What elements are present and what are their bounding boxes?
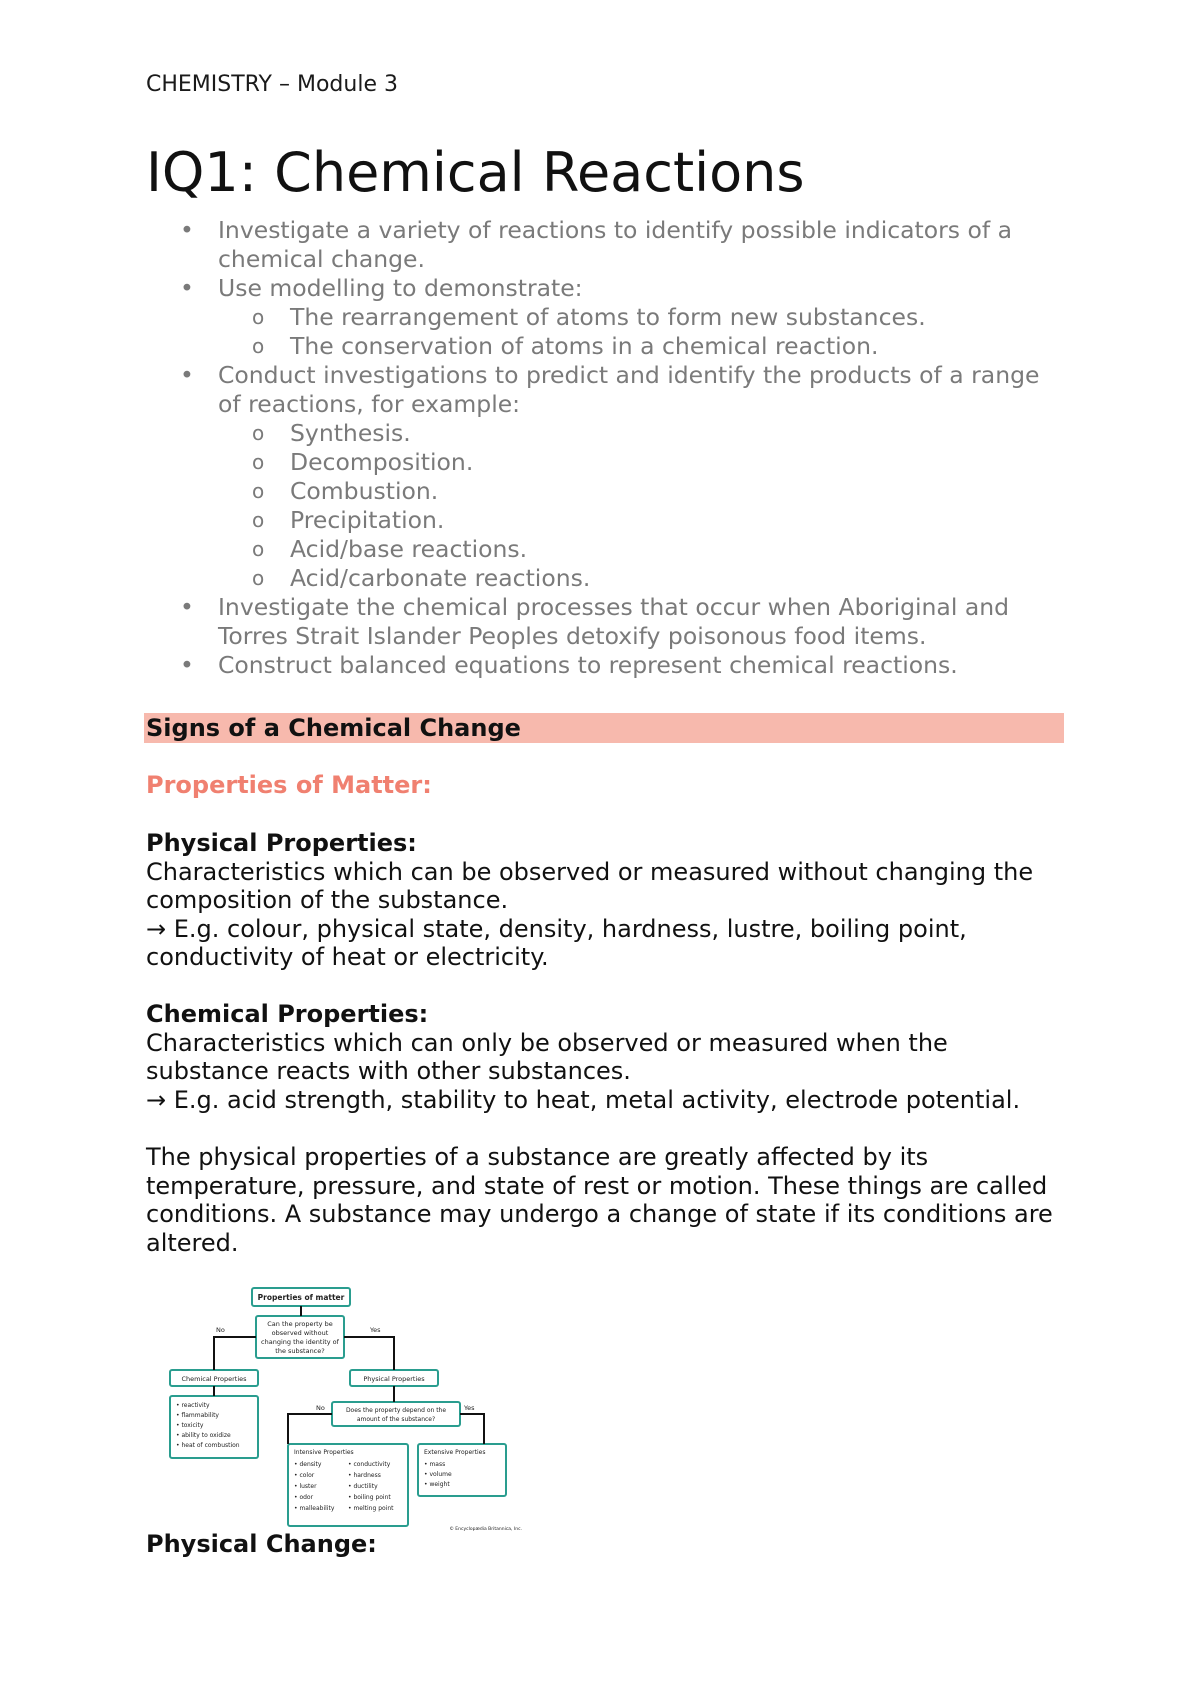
sub-bullet-icon: o xyxy=(252,566,265,590)
outcome-text: Investigate the chemical processes that occur when Aboriginal and Torres Strait Islander Peoples detoxify poisonous food items. xyxy=(218,593,1010,650)
outcome-subitem-text: Synthesis. xyxy=(290,419,411,447)
outcome-subitem xyxy=(218,564,1066,593)
outcome-subitem-text: Precipitation. xyxy=(290,506,445,534)
diagram-yes2-label: Yes xyxy=(464,1404,475,1412)
properties-of-matter-diagram xyxy=(164,1286,528,1532)
page-header: CHEMISTRY – Module 3 xyxy=(146,72,398,97)
outcome-subitem-text: Acid/base reactions. xyxy=(290,535,528,563)
outcome-subitem xyxy=(218,332,1066,361)
outcome-subitem-text: Acid/carbonate reactions. xyxy=(290,564,591,592)
diagram-chem-item: • toxicity xyxy=(176,1422,204,1429)
diagram-credit: © Encyclopædia Britannica, Inc. xyxy=(449,1527,522,1532)
chemical-properties-block xyxy=(146,1000,1076,1114)
outcome-subitem xyxy=(218,448,1066,477)
diagram-intensive-item: • malleability xyxy=(294,1505,335,1512)
physical-change-heading: Physical Change: xyxy=(146,1530,377,1558)
physical-properties-example: → E.g. colour, physical state, density, hardness, lustre, boiling point, conductivity of heat or electricity. xyxy=(146,914,967,971)
diagram-no2-label: No xyxy=(316,1404,325,1412)
outcome-subitem xyxy=(218,303,1066,332)
diagram-question1-line: Can the property be xyxy=(267,1320,333,1328)
diagram-intensive-item: • boiling point xyxy=(348,1494,391,1501)
diagram-intensive-item: • ductility xyxy=(348,1483,378,1490)
diagram-extensive-item: • weight xyxy=(424,1481,450,1488)
diagram-intensive-title: Intensive Properties xyxy=(294,1449,354,1456)
outcomes-list xyxy=(146,216,1066,680)
outcome-subitem-text: The conservation of atoms in a chemical reaction. xyxy=(290,332,879,360)
sub-bullet-icon: o xyxy=(252,450,265,474)
diagram-intensive-item: • odor xyxy=(294,1494,314,1501)
outcome-text: Use modelling to demonstrate: xyxy=(218,274,583,302)
chemical-properties-text: Characteristics which can only be observed or measured when the substance reacts with other substances. xyxy=(146,1028,948,1085)
diagram-question2-line: Does the property depend on the xyxy=(345,1407,447,1414)
subsection-title: Properties of Matter: xyxy=(146,771,432,799)
sub-bullet-icon: o xyxy=(252,421,265,445)
diagram-yes-label: Yes xyxy=(370,1326,381,1334)
outcome-item xyxy=(146,216,1066,274)
outcome-item xyxy=(146,651,1066,680)
outcome-subitem xyxy=(218,419,1066,448)
outcome-text: Investigate a variety of reactions to identify possible indicators of a chemical change. xyxy=(218,216,1013,273)
outcome-subitem xyxy=(218,506,1066,535)
outcome-item xyxy=(146,361,1066,593)
physical-properties-block xyxy=(146,829,1076,972)
outcome-subitem-text: Decomposition. xyxy=(290,448,474,476)
diagram-phys-label: Physical Properties xyxy=(363,1375,425,1383)
sub-bullet-icon: o xyxy=(252,334,265,358)
sub-bullet-icon: o xyxy=(252,537,265,561)
outcome-subitem-text: The rearrangement of atoms to form new substances. xyxy=(290,303,926,331)
outcome-subitem xyxy=(218,477,1066,506)
section-title: Signs of a Chemical Change xyxy=(146,714,521,742)
outcome-text: Conduct investigations to predict and identify the products of a range of reactions, for example: xyxy=(218,361,1040,418)
diagram-question1-line: changing the identity of xyxy=(261,1338,339,1346)
diagram-intensive-item: • luster xyxy=(294,1483,317,1490)
chemical-properties-example: → E.g. acid strength, stability to heat, metal activity, electrode potential. xyxy=(146,1085,1021,1114)
diagram-chem-item: • ability to oxidize xyxy=(176,1432,231,1439)
bullet-icon: • xyxy=(180,361,194,389)
diagram-question1-line: the substance? xyxy=(275,1347,325,1355)
sub-bullet-icon: o xyxy=(252,479,265,503)
diagram-question2-line: amount of the substance? xyxy=(356,1416,436,1423)
diagram-question1-line: observed without xyxy=(271,1329,329,1337)
page-title: IQ1: Chemical Reactions xyxy=(146,141,805,204)
diagram-extensive-item: • volume xyxy=(424,1471,452,1478)
diagram-intensive-item: • conductivity xyxy=(348,1461,391,1468)
sub-bullet-icon: o xyxy=(252,508,265,532)
diagram-intensive-item: • density xyxy=(294,1461,322,1468)
bullet-icon: • xyxy=(180,651,194,679)
diagram-extensive-title: Extensive Properties xyxy=(424,1449,486,1456)
diagram-chem-item: • heat of combustion xyxy=(176,1442,240,1449)
diagram-intensive-item: • color xyxy=(294,1472,315,1479)
outcome-text: Construct balanced equations to represent chemical reactions. xyxy=(218,651,958,679)
diagram-root-label: Properties of matter xyxy=(257,1293,345,1302)
sub-bullet-icon: o xyxy=(252,305,265,329)
diagram-extensive-item: • mass xyxy=(424,1461,446,1468)
physical-properties-heading: Physical Properties: xyxy=(146,829,417,857)
bullet-icon: • xyxy=(180,274,194,302)
bullet-icon: • xyxy=(180,593,194,621)
conditions-paragraph: The physical properties of a substance are greatly affected by its temperature, pressure, and state of rest or motion. These things are called conditions. A substance may undergo a change of state if its conditions are altered. xyxy=(146,1143,1053,1257)
diagram-intensive-item: • melting point xyxy=(348,1505,394,1512)
outcome-subitem xyxy=(218,535,1066,564)
bullet-icon: • xyxy=(180,216,194,244)
diagram-chem-item: • reactivity xyxy=(176,1402,210,1409)
outcome-subitem-text: Combustion. xyxy=(290,477,439,505)
diagram-no-label: No xyxy=(216,1326,225,1334)
outcome-item xyxy=(146,593,1066,651)
diagram-intensive-item: • hardness xyxy=(348,1472,381,1479)
chemical-properties-heading: Chemical Properties: xyxy=(146,1000,429,1028)
diagram-chem-item: • flammability xyxy=(176,1412,219,1419)
physical-properties-text: Characteristics which can be observed or measured without changing the composition of the substance. xyxy=(146,857,1034,914)
outcome-item xyxy=(146,274,1066,361)
diagram-chem-label: Chemical Properties xyxy=(181,1375,247,1383)
